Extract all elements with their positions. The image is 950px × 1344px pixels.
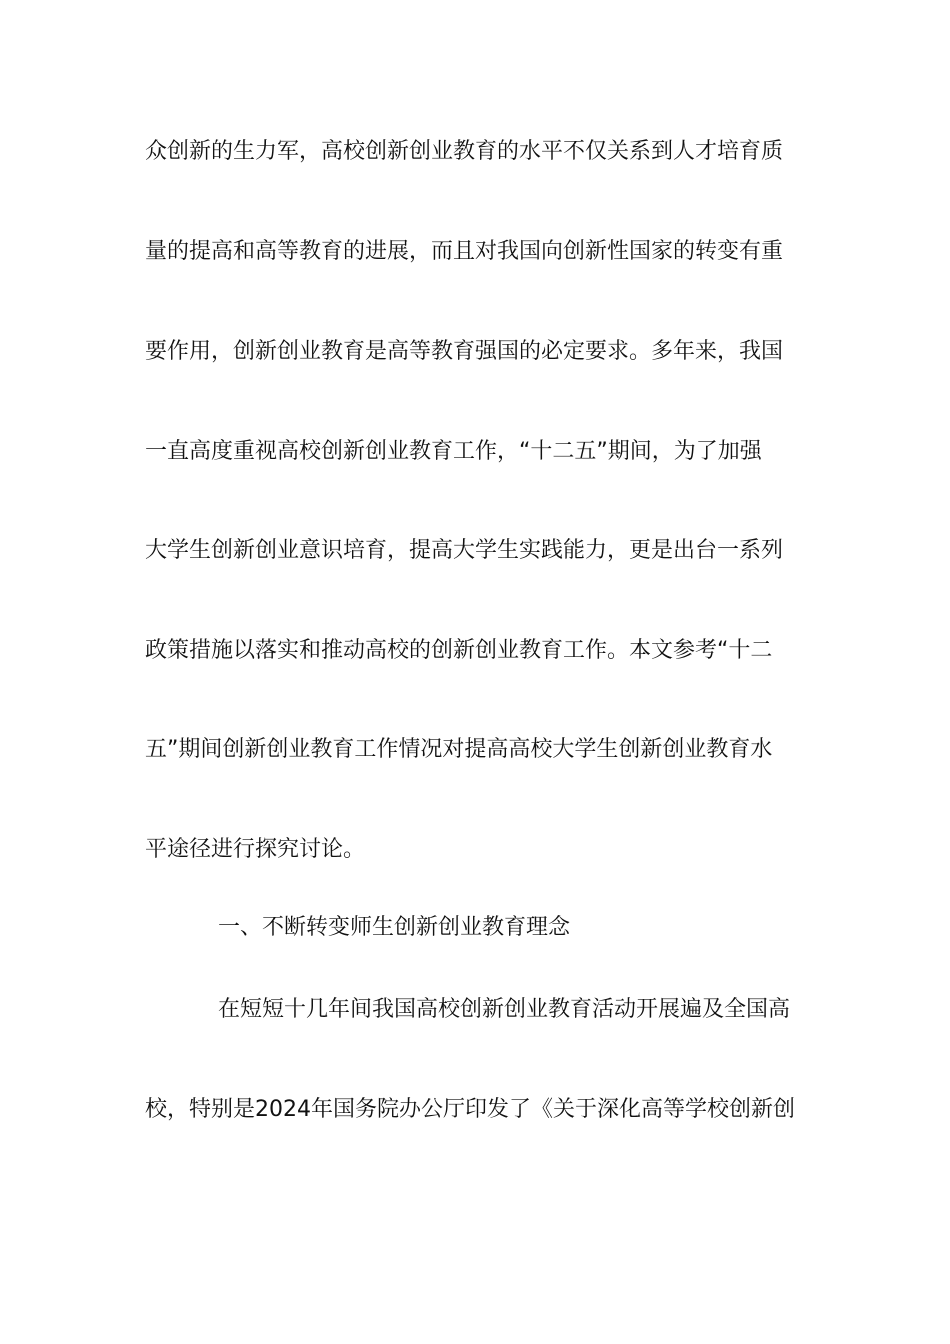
body-text-line: 量的提高和高等教育的进展，而且对我国向创新性国家的转变有重 xyxy=(145,239,784,264)
section-heading: 一、不断转变师生创新创业教育理念 xyxy=(218,915,571,940)
body-text-line: 众创新的生力军，高校创新创业教育的水平不仅关系到人才培育质 xyxy=(145,139,784,164)
body-text-line: 在短短十几年间我国高校创新创业教育活动开展遍及全国高 xyxy=(218,997,791,1022)
body-text-line: 平途径进行探究讨论。 xyxy=(145,837,366,862)
body-text-line: 政策措施以落实和推动高校的创新创业教育工作。本文参考“十二 xyxy=(145,638,773,663)
body-text-line: 五”期间创新创业教育工作情况对提高高校大学生创新创业教育水 xyxy=(145,737,773,762)
body-text-line: 校，特别是2024年国务院办公厅印发了《关于深化高等学校创新创 xyxy=(145,1097,795,1122)
body-text-line: 一直高度重视高校创新创业教育工作，“十二五”期间，为了加强 xyxy=(145,439,762,464)
body-text-line: 大学生创新创业意识培育，提高大学生实践能力，更是出台一系列 xyxy=(145,538,784,563)
body-text-line: 要作用，创新创业教育是高等教育强国的必定要求。多年来，我国 xyxy=(145,339,784,364)
